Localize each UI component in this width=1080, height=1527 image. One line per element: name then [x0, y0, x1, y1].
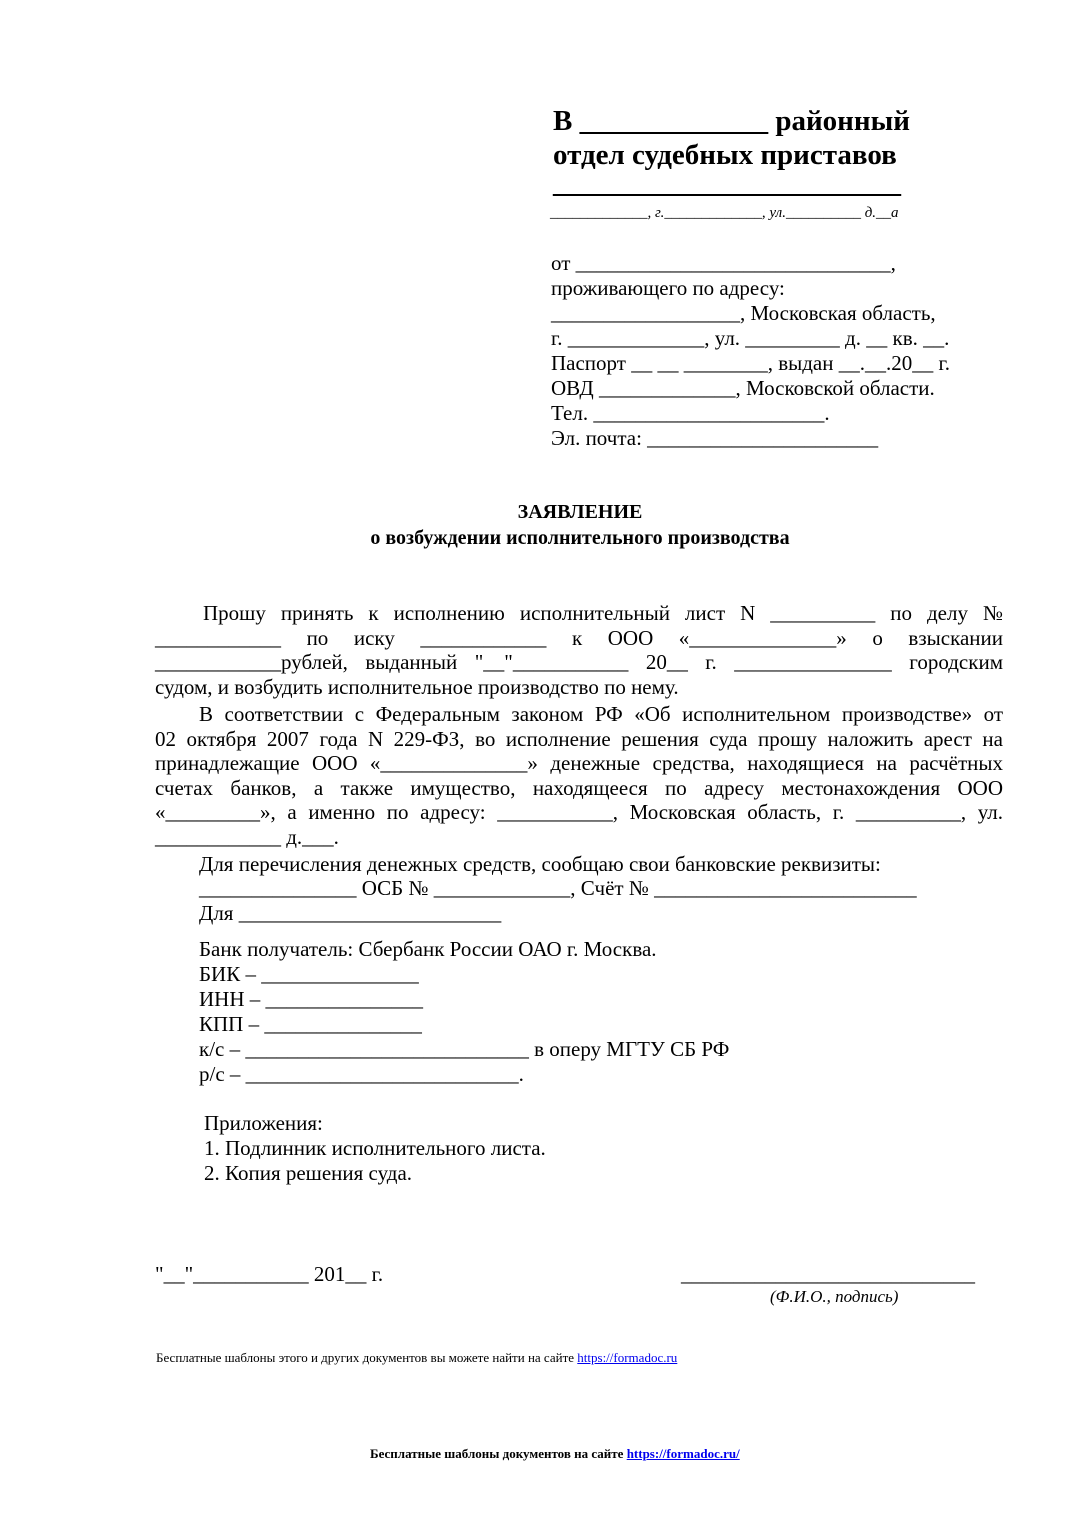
footer-note-text: Бесплатные шаблоны этого и других документов вы можете найти на сайте: [156, 1350, 578, 1365]
attachment-item: 1. Подлинник исполнительного листа.: [204, 1136, 546, 1160]
addressee-line-1: В _____________ районный: [553, 105, 910, 137]
bank-inn: ИНН – _______________: [199, 987, 423, 1011]
addressee-address: _____________, г._____________, ул.__________ д.__а: [550, 205, 899, 221]
bank-details-account: _______________ ОСБ № _____________, Счёт № _________________________: [199, 876, 917, 900]
addressee-line-2: отдел судебных приставов: [553, 139, 897, 171]
applicant-address-2: г. _____________, ул. _________ д. __ кв. __.: [551, 326, 950, 350]
footer-note-link[interactable]: https://formadoc.ru: [577, 1350, 678, 1365]
applicant-residing: проживающего по адресу:: [551, 276, 785, 300]
bank-details-intro: Для перечисления денежных средств, сообщаю свои банковские реквизиты:: [199, 852, 881, 876]
bank-bik: БИК – _______________: [199, 962, 419, 986]
document-subtitle: о возбуждении исполнительного производства: [370, 527, 790, 549]
paragraph-line: принадлежащие ООО «______________» денежные средства, находящиеся на расчётных: [155, 751, 1003, 776]
paragraph-request: [155, 601, 1003, 699]
paragraph-line: ____________ д.___.: [155, 824, 339, 849]
paragraph-line: ____________ по иску ____________ к ООО «______________» о взыскании: [155, 625, 1003, 650]
paragraph-line: судом, и возбудить исполнительное производство по нему.: [155, 674, 679, 699]
bank-kpp: КПП – _______________: [199, 1012, 422, 1036]
addressee-line-3: ________________________: [553, 167, 901, 199]
applicant-passport: Паспорт __ __ ________, выдан __.__.20__ г.: [551, 351, 950, 375]
signature-line: ____________________________: [681, 1262, 975, 1286]
footer-note: [156, 1350, 677, 1366]
paragraph-arrest: [155, 702, 1003, 850]
bank-details-for: Для _________________________: [199, 901, 502, 925]
footer-bold-note: [370, 1446, 740, 1462]
bank-name: Банк получатель: Сбербанк России ОАО г. Москва.: [199, 937, 657, 961]
applicant-ovd: ОВД _____________, Московской области.: [551, 376, 935, 400]
paragraph-line: Прошу принять к исполнению исполнительный лист N __________ по делу №: [203, 601, 1003, 625]
signature-caption: (Ф.И.О., подпись): [770, 1287, 899, 1306]
applicant-from: от ______________________________,: [551, 251, 896, 275]
attachments-title: Приложения:: [204, 1111, 323, 1135]
paragraph-line: «_________», а именно по адресу: ___________, Московская область, г. __________, ул.: [155, 800, 1003, 825]
paragraph-line: счетах банков, а также имущество, находящееся по адресу местонахождения ООО: [155, 775, 1003, 800]
paragraph-line: В соответствии с Федеральным законом РФ «Об исполнительном производстве» от: [199, 702, 1003, 726]
footer-bold-text: Бесплатные шаблоны документов на сайте: [370, 1446, 627, 1461]
bank-rs: р/с – __________________________.: [199, 1062, 524, 1086]
document-title: ЗАЯВЛЕНИЕ: [517, 501, 643, 523]
bank-ks: к/с – ___________________________ в оперу МГТУ СБ РФ: [199, 1037, 730, 1061]
applicant-email: Эл. почта: ______________________: [551, 426, 879, 450]
paragraph-line: ____________рублей, выданный "__"___________ 20__ г. _______________ городским: [155, 650, 1003, 675]
footer-bold-link[interactable]: https://formadoc.ru/: [626, 1446, 740, 1461]
applicant-address-1: __________________, Московская область,: [551, 301, 936, 325]
signature-date: "__"___________ 201__ г.: [155, 1262, 384, 1286]
attachment-item: 2. Копия решения суда.: [204, 1161, 413, 1185]
paragraph-line: 02 октября 2007 года N 229-ФЗ, во исполнение решения суда прошу наложить арест на: [155, 726, 1003, 751]
applicant-phone: Тел. ______________________.: [551, 401, 830, 425]
